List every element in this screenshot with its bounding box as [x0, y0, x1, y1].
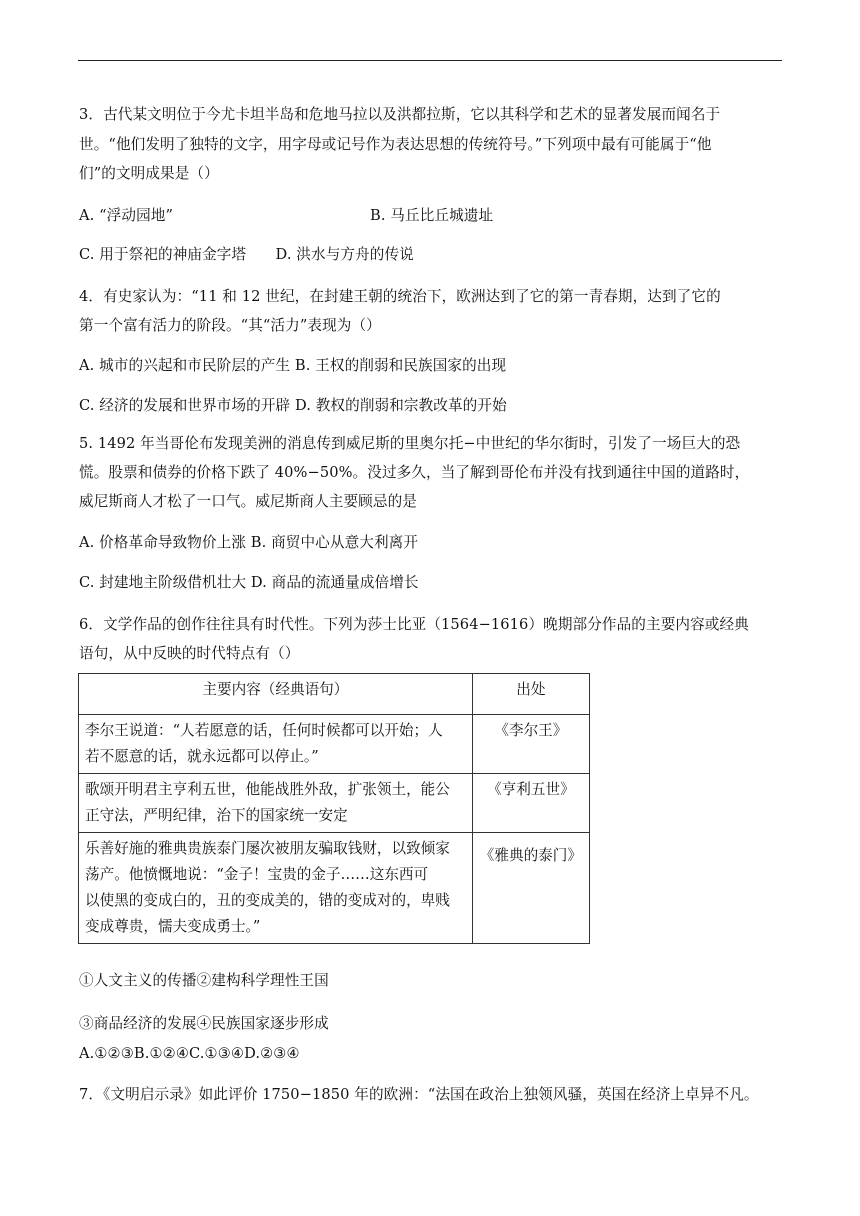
header-rule	[78, 60, 782, 61]
q4-option-cd[interactable]: C. 经济的发展和世界市场的开辟 D. 教权的削弱和宗教改革的开始	[79, 397, 507, 414]
row-source: 《亨利五世》	[472, 774, 589, 833]
table-row	[79, 774, 590, 833]
row-content-line: 以使黑的变成白的，丑的变成美的，错的变成对的，卑贱	[85, 892, 450, 909]
q5-option-ab[interactable]: A. 价格革命导致物价上涨 B. 商贸中心从意大利离开	[79, 534, 419, 551]
table-header-row	[79, 674, 590, 715]
q3-option-cd[interactable]: C. 用于祭祀的神庙金字塔 D. 洪水与方舟的传说	[79, 246, 414, 263]
row-content-line: 乐善好施的雅典贵族泰门屡次被朋友骗取钱财，以致倾家	[85, 840, 450, 857]
q4-stem-line2: 第一个富有活力的阶段。“其“活力”表现为（）	[79, 317, 381, 334]
q4-option-ab[interactable]: A. 城市的兴起和市民阶层的产生 B. 王权的削弱和民族国家的出现	[79, 357, 507, 374]
q6-stem-line1: 6．文学作品的创作往往具有时代性。下列为莎士比亚（1564−1616）晚期部分作品的主要内容或经典	[79, 616, 749, 633]
table-row	[79, 715, 590, 774]
row-content-line: 李尔王说道：“人若愿意的话，任何时候都可以开始；人	[85, 722, 443, 739]
q5-stem-line1: 5. 1492 年当哥伦布发现美洲的消息传到威尼斯的里奥尔托−中世纪的华尔街时，引发了一场巨大的恐	[79, 435, 741, 452]
row-content	[79, 833, 473, 944]
q6-stem-line2: 语句，从中反映的时代特点有（）	[79, 645, 300, 662]
q4-stem-line1: 4．有史家认为：“11 和 12 世纪，在封建王朝的统治下，欧洲达到了它的第一青春期，达到了它的	[79, 288, 721, 305]
row-content-line: 正守法，严明纪律，治下的国家统一安定	[85, 807, 348, 824]
q5-option-cd[interactable]: C. 封建地主阶级借机壮大 D. 商品的流通量成倍增长	[79, 574, 419, 591]
q3-stem-line3: 们”的文明成果是（）	[79, 165, 219, 182]
row-source: 《雅典的泰门》	[472, 833, 589, 944]
q7-stem-line1: 7．《文明启示录》如此评价 1750−1850 年的欧洲：“法国在政治上独领风骚，英国在经济上卓异不凡。	[79, 1086, 759, 1103]
row-content-line: 荡产。他愤慨地说：“金子！宝贵的金子……这东西可	[85, 866, 429, 883]
header-source: 出处	[472, 674, 589, 715]
row-content	[79, 715, 473, 774]
q6-statements-1: ①人文主义的传播②建构科学理性王国	[79, 972, 329, 989]
row-content-line: 变成尊贵，懦夫变成勇士。”	[85, 918, 261, 935]
q6-options[interactable]: A.①②③B.①②④C.①③④D.②③④	[79, 1045, 300, 1062]
row-source: 《李尔王》	[472, 715, 589, 774]
q3-option-row1	[79, 207, 494, 225]
header-content: 主要内容（经典语句）	[79, 674, 473, 715]
q3-stem-line1: 3．古代某文明位于今尤卡坦半岛和危地马拉以及洪都拉斯，它以其科学和艺术的显著发展而闻名于	[79, 106, 721, 123]
q5-stem-line2: 慌。股票和债券的价格下跌了 40%−50%。没过多久，当了解到哥伦布并没有找到通往中国的道路时，	[79, 464, 750, 481]
table-row	[79, 833, 590, 944]
row-content-line: 若不愿意的话，就永远都可以停止。”	[85, 748, 319, 765]
q3-option-a[interactable]: A. “浮动园地”	[79, 207, 174, 224]
q5-stem-line3: 威尼斯商人才松了一口气。威尼斯商人主要顾忌的是	[79, 493, 417, 510]
q6-statements-2: ③商品经济的发展④民族国家逐步形成	[79, 1015, 329, 1032]
works-table	[78, 673, 590, 944]
q3-stem-line2: 世。“他们发明了独特的文字，用字母或记号作为表达思想的传统符号。”下列项中最有可能属于“他	[79, 136, 712, 153]
row-content	[79, 774, 473, 833]
q3-option-b[interactable]: B. 马丘比丘城遗址	[370, 207, 494, 224]
row-content-line: 歌颂开明君主亨利五世，他能战胜外敌，扩张领土，能公	[85, 781, 450, 798]
